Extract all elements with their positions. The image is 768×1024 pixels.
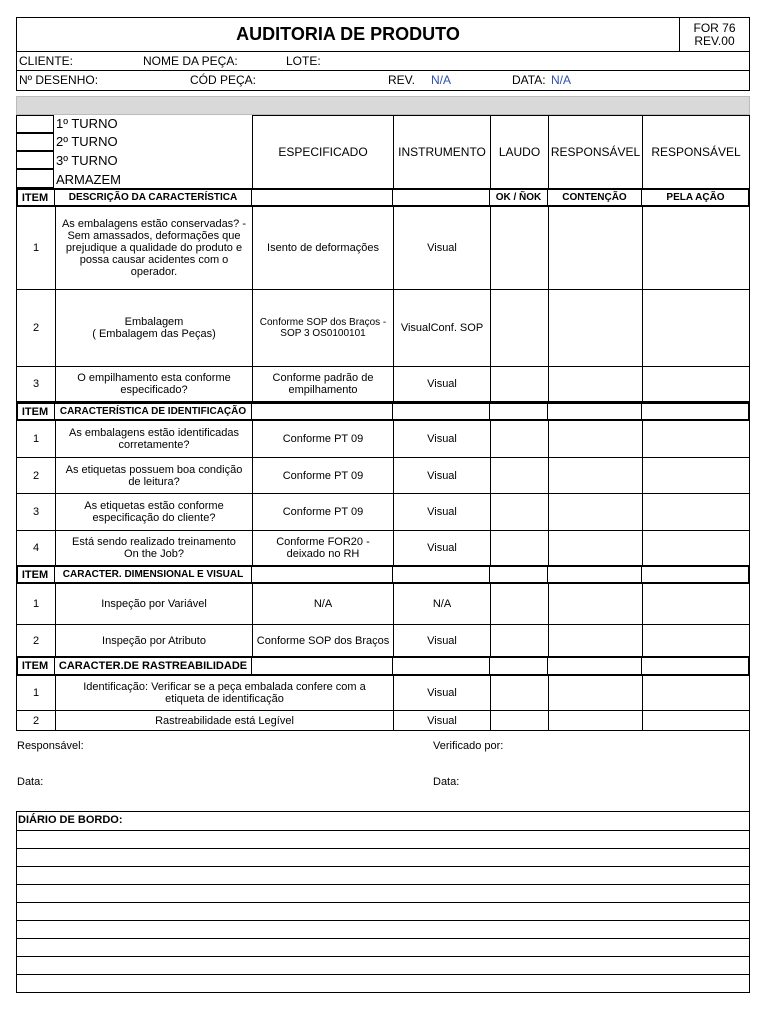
table-cell-laudo[interactable] xyxy=(490,584,548,625)
diario-line[interactable] xyxy=(17,848,749,866)
table-row-spec: Conforme SOP dos Braços xyxy=(252,625,393,657)
verificado-label: Verificado por: xyxy=(433,740,504,752)
lote-label: LOTE: xyxy=(286,54,321,68)
table-row-spec: Conforme padrão de empilhamento xyxy=(252,367,393,402)
table-cell-laudo[interactable] xyxy=(490,711,548,731)
table-row-description: As embalagens estão identificadas corretamente? xyxy=(55,421,252,458)
form-code-cell xyxy=(679,17,750,52)
turnos-block xyxy=(16,115,252,188)
signature-area xyxy=(16,731,750,811)
data-label: DATA: xyxy=(512,73,546,87)
table-row-instrument: Visual xyxy=(393,458,490,494)
section3-blank-4 xyxy=(548,566,642,583)
table-cell-acao[interactable] xyxy=(642,367,750,402)
table-row-description: O empilhamento esta conforme especificado? xyxy=(55,367,252,402)
ok-nok-header: OK / ÑOK xyxy=(490,189,548,206)
table-cell-laudo[interactable] xyxy=(490,290,548,367)
section3-title: CARACTER. DIMENSIONAL E VISUAL xyxy=(55,566,252,583)
section4-blank-3 xyxy=(490,657,548,675)
table-row-number: 1 xyxy=(16,421,55,458)
table-cell-acao[interactable] xyxy=(642,290,750,367)
info-row-2 xyxy=(16,71,750,91)
table-row-spec: Conforme PT 09 xyxy=(252,494,393,531)
table-cell-acao[interactable] xyxy=(642,531,750,566)
data-signature-label-2: Data: xyxy=(433,776,460,788)
diario-title: DIÁRIO DE BORDO: xyxy=(18,814,123,826)
form-code: FOR 76 xyxy=(693,20,736,35)
table-row-description: Inspeção por Atributo xyxy=(55,625,252,657)
nome-peca-label: NOME DA PEÇA: xyxy=(143,54,238,68)
table-cell-acao[interactable] xyxy=(642,676,750,711)
table-cell-laudo[interactable] xyxy=(490,207,548,290)
form-revision: REV.00 xyxy=(694,33,735,48)
desenho-label: Nº DESENHO: xyxy=(19,73,99,87)
table-row-instrument: Visual xyxy=(393,494,490,531)
table-row-number: 3 xyxy=(16,494,55,531)
table-cell-contencao[interactable] xyxy=(548,458,642,494)
table-cell-laudo[interactable] xyxy=(490,421,548,458)
table-row-instrument: Visual xyxy=(393,207,490,290)
table-cell-laudo[interactable] xyxy=(490,494,548,531)
section4-title: CARACTER.DE RASTREABILIDADE xyxy=(55,657,252,675)
table-row-instrument: N/A xyxy=(393,584,490,625)
info-row-1 xyxy=(16,52,750,71)
table-cell-contencao[interactable] xyxy=(548,531,642,566)
table-cell-acao[interactable] xyxy=(642,494,750,531)
table-row-spec: Conforme PT 09 xyxy=(252,421,393,458)
table-row-spec: Isento de deformações xyxy=(252,207,393,290)
table-cell-contencao[interactable] xyxy=(548,584,642,625)
table-cell-contencao[interactable] xyxy=(548,421,642,458)
section2-blank-4 xyxy=(548,403,642,420)
table-row-number: 1 xyxy=(16,676,55,711)
table-row-number: 4 xyxy=(16,531,55,566)
table-cell-acao[interactable] xyxy=(642,584,750,625)
table-cell-acao[interactable] xyxy=(642,625,750,657)
section2-blank-2 xyxy=(393,403,490,420)
table-row-number: 1 xyxy=(16,584,55,625)
table-row-spec: Conforme SOP dos Braços - SOP 3 OS0100101 xyxy=(252,290,393,367)
table-cell-acao[interactable] xyxy=(642,207,750,290)
turno-label-1: 1º TURNO xyxy=(56,116,118,131)
cod-peca-label: CÓD PEÇA: xyxy=(190,73,257,87)
col-especificado: ESPECIFICADO xyxy=(252,115,393,188)
pela-acao-header: PELA AÇÃO xyxy=(666,192,725,203)
descricao-header: DESCRIÇÃO DA CARACTERÍSTICA xyxy=(55,189,252,206)
table-cell-acao[interactable] xyxy=(642,711,750,731)
data-signature-label-1: Data: xyxy=(17,776,44,788)
section4-blank-2 xyxy=(393,657,490,675)
table-cell-acao[interactable] xyxy=(642,421,750,458)
diario-line[interactable] xyxy=(17,866,749,884)
table-cell-laudo[interactable] xyxy=(490,531,548,566)
turno-checkbox-2[interactable] xyxy=(16,133,54,151)
table-row-number: 3 xyxy=(16,367,55,402)
form-title-cell xyxy=(16,17,680,52)
section4-item-label: ITEM xyxy=(16,657,55,675)
table-row-description: Inspeção por Variável xyxy=(55,584,252,625)
diario-line[interactable] xyxy=(17,956,749,974)
table-cell-contencao[interactable] xyxy=(548,711,642,731)
col-instrumento: INSTRUMENTO xyxy=(393,115,490,188)
table-row-instrument: VisualConf. SOP xyxy=(393,290,490,367)
col-responsavel-2: RESPONSÁVEL xyxy=(642,115,750,188)
table-row-description: As etiquetas possuem boa condição de leitura? xyxy=(55,458,252,494)
table-cell-contencao[interactable] xyxy=(548,625,642,657)
turno-label-4: ARMAZEM xyxy=(56,172,121,187)
table-row-number: 2 xyxy=(16,625,55,657)
rev-label: REV. xyxy=(388,73,415,87)
turno-label-3: 3º TURNO xyxy=(56,153,118,168)
table-row-spec: Conforme FOR20 - deixado no RH xyxy=(252,531,393,566)
table-row-number: 2 xyxy=(16,711,55,731)
section2-table xyxy=(16,421,750,566)
page-title: AUDITORIA DE PRODUTO xyxy=(236,24,460,44)
gray-band xyxy=(16,96,750,115)
turno-label-2: 2º TURNO xyxy=(56,134,118,149)
table-cell-laudo[interactable] xyxy=(490,676,548,711)
table-cell-laudo[interactable] xyxy=(490,458,548,494)
table-row-spec: Conforme PT 09 xyxy=(252,458,393,494)
table-row-description: Rastreabilidade está Legível xyxy=(55,711,393,731)
table-cell-contencao[interactable] xyxy=(548,367,642,402)
section2-item-label: ITEM xyxy=(16,403,55,420)
table-cell-contencao[interactable] xyxy=(548,207,642,290)
section4-blank-4 xyxy=(548,657,642,675)
table-cell-contencao[interactable] xyxy=(548,290,642,367)
diario-line[interactable] xyxy=(17,902,749,920)
section3-blank-3 xyxy=(490,566,548,583)
section1-table xyxy=(16,207,750,402)
table-row-instrument: Visual xyxy=(393,531,490,566)
section4-table xyxy=(16,676,750,731)
table-row-instrument: Visual xyxy=(393,625,490,657)
table-row-instrument: Visual xyxy=(393,421,490,458)
table-row-instrument: Visual xyxy=(393,676,490,711)
table-cell-acao[interactable] xyxy=(642,458,750,494)
section3-item-label: ITEM xyxy=(16,566,55,583)
rev-value: N/A xyxy=(431,73,452,87)
section4-blank-1 xyxy=(252,657,393,675)
section2-blank-1 xyxy=(252,403,393,420)
turno-checkbox-3[interactable] xyxy=(16,151,54,169)
table-row-description: As embalagens estão conservadas? - Sem amassados, deformações que prejudique a qualidade do produto e possa causar acidentes com o operador. xyxy=(55,207,252,290)
table-row-description: Identificação: Verificar se a peça embalada confere com a etiqueta de identificação xyxy=(55,676,393,711)
item-header: ITEM xyxy=(16,189,55,206)
table-cell-contencao[interactable] xyxy=(548,494,642,531)
col-laudo: LAUDO xyxy=(490,115,548,188)
diario-de-bordo xyxy=(16,811,750,993)
section3-blank-2 xyxy=(393,566,490,583)
table-cell-contencao[interactable] xyxy=(548,676,642,711)
table-row-description: Está sendo realizado treinamento On the Job? xyxy=(55,531,252,566)
responsavel-label: Responsável: xyxy=(17,740,84,752)
table-row-description: Embalagem ( Embalagem das Peças) xyxy=(55,290,252,367)
diario-line[interactable] xyxy=(17,938,749,956)
table-row-spec: N/A xyxy=(252,584,393,625)
table-row-instrument: Visual xyxy=(393,367,490,402)
cliente-label: CLIENTE: xyxy=(19,54,74,68)
table-row-number: 2 xyxy=(16,458,55,494)
turno-checkbox-1[interactable] xyxy=(16,115,54,133)
contencao-header: CONTENÇÃO xyxy=(548,189,642,206)
subheader-blank-2 xyxy=(393,189,490,206)
diario-line[interactable] xyxy=(17,884,749,902)
table-row-number: 1 xyxy=(16,207,55,290)
table-cell-laudo[interactable] xyxy=(490,625,548,657)
section2-blank-3 xyxy=(490,403,548,420)
col-responsavel-1: RESPONSÁVEL xyxy=(548,115,642,188)
section3-blank-1 xyxy=(252,566,393,583)
data-value: N/A xyxy=(551,73,572,87)
table-row-number: 2 xyxy=(16,290,55,367)
table-row-description: As etiquetas estão conforme especificação do cliente? xyxy=(55,494,252,531)
diario-line[interactable] xyxy=(17,830,749,848)
diario-line[interactable] xyxy=(17,974,749,992)
turno-checkbox-4[interactable] xyxy=(16,169,54,188)
section2-title: CARACTERÍSTICA DE IDENTIFICAÇÃO xyxy=(55,403,252,420)
subheader-blank-1 xyxy=(252,189,393,206)
section3-table xyxy=(16,584,750,657)
table-row-instrument: Visual xyxy=(393,711,490,731)
table-cell-laudo[interactable] xyxy=(490,367,548,402)
diario-line[interactable] xyxy=(17,920,749,938)
